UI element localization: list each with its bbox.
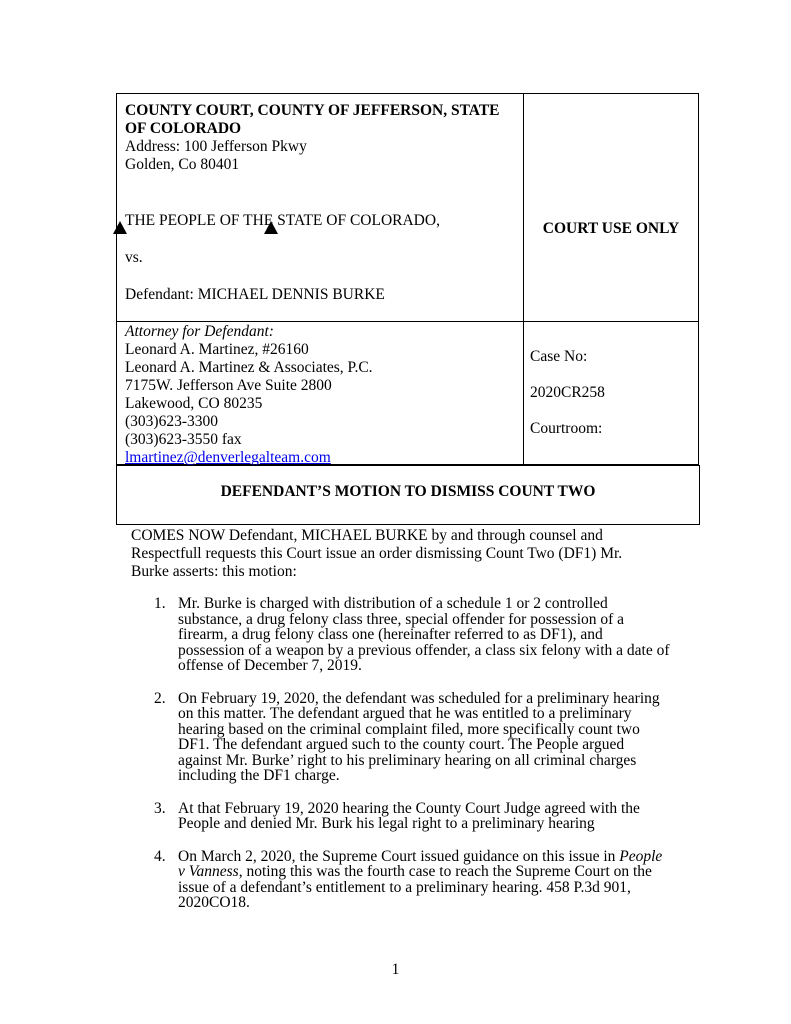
list-item-text: Mr. Burke is charged with distribution of a schedule 1 or 2 controlled substance, a drug felony class three, special offender for possession of a firearm, a drug felony class one (hereinafter referred to as DF1), and possession of a weapon by a previous offender, a class six felony with a date of offense of December 7, 2019. bbox=[178, 595, 670, 674]
list-item-number: 3. bbox=[154, 799, 166, 817]
case-number-label: Case No: bbox=[530, 348, 588, 365]
numbered-list bbox=[131, 596, 671, 928]
list-item-text: At that February 19, 2020 hearing the County Court Judge agreed with the People and denied Mr. Burk his legal right to a preliminary hearing bbox=[178, 799, 640, 832]
court-use-only-label: COURT USE ONLY bbox=[542, 220, 680, 237]
list-item-text-after: , noting this was the fourth case to reach the Supreme Court on the issue of a defendant’s entitlement to a preliminary hearing. 458 P.3d 901, 2020CO18. bbox=[178, 863, 652, 911]
court-name: COUNTY COURT, COUNTY OF JEFFERSON, STATE OF COLORADO bbox=[125, 102, 500, 137]
caption-divider-horizontal bbox=[117, 321, 698, 322]
list-item-number: 4. bbox=[154, 847, 166, 865]
motion-title: DEFENDANT’S MOTION TO DISMISS COUNT TWO bbox=[220, 483, 596, 500]
case-number: 2020CR258 bbox=[530, 384, 605, 401]
attorney-name: Leonard A. Martinez, #26160 bbox=[125, 341, 309, 358]
case-caption-table bbox=[116, 93, 699, 465]
court-block bbox=[125, 102, 517, 174]
anchor-marker-icon bbox=[264, 221, 278, 234]
list-item bbox=[131, 691, 671, 784]
list-item-number: 2. bbox=[154, 689, 166, 707]
intro-paragraph: COMES NOW Defendant, MICHAEL BURKE by and through counsel and Respectfull requests this Court issue an order dismissing Count Two (DF1) Mr. Burke asserts: this motion: bbox=[131, 527, 623, 580]
court-city: Golden, Co 80401 bbox=[125, 156, 240, 173]
versus-label: vs. bbox=[125, 249, 143, 266]
list-item-number: 1. bbox=[154, 595, 166, 612]
list-item bbox=[131, 801, 671, 832]
case-citation-name: People v Vanness bbox=[178, 847, 663, 880]
list-item-text-before: On March 2, 2020, the Supreme Court issued guidance on this issue in bbox=[178, 847, 620, 865]
attorney-fax: (303)623-3550 fax bbox=[125, 431, 242, 448]
motion-title-box bbox=[116, 465, 700, 525]
attorney-block bbox=[125, 323, 520, 467]
caption-divider-vertical bbox=[523, 94, 524, 464]
attorney-email-link[interactable]: lmartinez@denverlegalteam.com bbox=[125, 449, 331, 466]
attorney-role: Attorney for Defendant: bbox=[125, 323, 274, 340]
attorney-street: 7175W. Jefferson Ave Suite 2800 bbox=[125, 377, 332, 394]
attorney-city: Lakewood, CO 80235 bbox=[125, 395, 263, 412]
court-address: Address: 100 Jefferson Pkwy bbox=[125, 138, 307, 155]
case-info-block bbox=[530, 348, 695, 456]
list-item bbox=[131, 596, 671, 674]
courtroom-label: Courtroom: bbox=[530, 420, 603, 437]
plaintiff-name: THE PEOPLE OF THE STATE OF COLORADO, bbox=[125, 212, 440, 229]
anchor-marker-icon bbox=[113, 221, 127, 234]
attorney-phone: (303)623-3300 bbox=[125, 413, 218, 430]
parties-block bbox=[125, 212, 517, 304]
attorney-firm: Leonard A. Martinez & Associates, P.C. bbox=[125, 359, 373, 376]
page-number: 1 bbox=[391, 961, 400, 978]
defendant-name: Defendant: MICHAEL DENNIS BURKE bbox=[125, 286, 385, 303]
list-item bbox=[131, 849, 671, 911]
list-item-text: On February 19, 2020, the defendant was scheduled for a preliminary hearing on this matter. The defendant argued that he was entitled to a preliminary hearing based on the criminal complaint filed, more specifically count two DF1. The defendant argued such to the county court. The People argued against Mr. Burke’ right to his preliminary hearing on all criminal charges including the DF1 charge. bbox=[178, 689, 660, 784]
